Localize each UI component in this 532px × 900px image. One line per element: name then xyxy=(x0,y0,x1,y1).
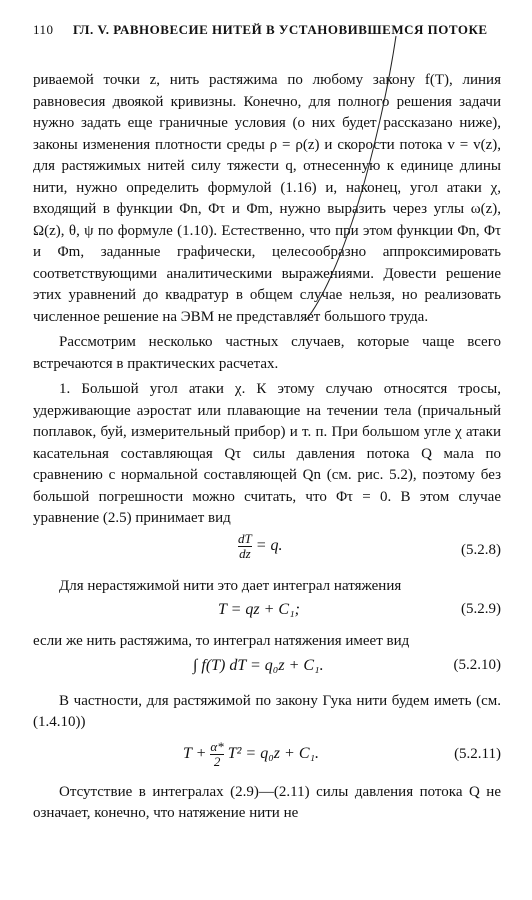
fraction-denominator: dz xyxy=(239,545,251,561)
equation-number: (5.2.8) xyxy=(461,541,501,558)
equation-number: (5.2.10) xyxy=(453,656,501,673)
fraction-denominator: 2 xyxy=(210,754,223,769)
paragraph-6: В частности, для растяжимой по закону Гука нити будем иметь (см. (1.4.10)) xyxy=(33,692,501,730)
equation-lhs: T + xyxy=(183,744,207,762)
fraction-numerator: α* xyxy=(210,738,224,754)
equation-5-2-11 xyxy=(33,734,501,778)
paragraph-4: Для нерастяжимой нити это дает интеграл натяжения xyxy=(59,577,402,594)
equation-5-2-10 xyxy=(33,653,501,687)
paragraph-1: риваемой точки z, нить растяжима по любому закону f(T), линия равновесия двоякой кривизны. Конечно, для полного решения задачи нужно задать еще граничные условия (о них будет рассказано ниже), законы изменения плотности среды ρ = ρ(z) и скорости потока v = v(z), для растяжимых нитей силу тяжести q, отнесенную к единице длины нити, нужно определить формулой (1.16) и, наконец, угол атаки χ, входящий в функции Φn, Φτ и Φm, нужно выразить через углы ω(z), Ω(z), θ, ψ по формуле (1.10). Естественно, что при этом функции Φn, Φτ и Φm, заданные графически, целесообразно аппроксимировать соответствующими аналитическими выражениями. Довести решение этих уравнений до квадратур в общем случае нельзя, но реализовать численное решение на ЭВМ не представляет большого труда. xyxy=(33,72,501,325)
paragraph-5: если же нить растяжима, то интеграл натяжения имеет вид xyxy=(33,633,410,649)
paragraph-7: Отсутствие в интегралах (2.9)—(2.11) силы давления потока Q не означает, конечно, что натяжение нити не xyxy=(33,783,501,821)
paragraph-3: 1. Большой угол атаки χ. К этому случаю относятся тросы, удерживающие аэростат или плавающие на течении тела (причальный поплавок, буй, измерительный прибор) и т. п. При большом угле χ атаки касательная составляющая Qτ силы давления потока Q мала по сравнению с нормальной составляющей Qn (см. рис. 5.2), поэтому без большой погрешности можно считать, что Φτ = 0. В этом случае уравнение (2.5) принимает вид xyxy=(33,381,501,526)
paragraph-2: Рассмотрим несколько частных случаев, которые чаще всего встречаются в практических расчетах. xyxy=(33,334,501,372)
equation-text: ∫ f(T) dT = q₀z + C₁. xyxy=(193,656,324,674)
equation-number: (5.2.9) xyxy=(461,601,501,617)
fraction xyxy=(238,532,252,561)
fraction xyxy=(210,740,223,769)
equation-number: (5.2.11) xyxy=(454,745,501,762)
running-title: ГЛ. V. РАВНОВЕСИЕ НИТЕЙ В УСТАНОВИВШЕМСЯ ПОТОКЕ xyxy=(73,22,488,37)
equation-text: T = qz + C₁; xyxy=(218,601,300,618)
equation-5-2-9 xyxy=(33,597,501,627)
equation-5-2-8 xyxy=(33,530,501,572)
equation-rhs: = q. xyxy=(255,536,283,554)
page xyxy=(33,22,501,825)
equation-rhs: T² = q₀z + C₁. xyxy=(227,744,320,762)
page-number: 110 xyxy=(33,22,54,37)
fraction-numerator: dT xyxy=(238,530,252,546)
running-header xyxy=(33,22,501,44)
